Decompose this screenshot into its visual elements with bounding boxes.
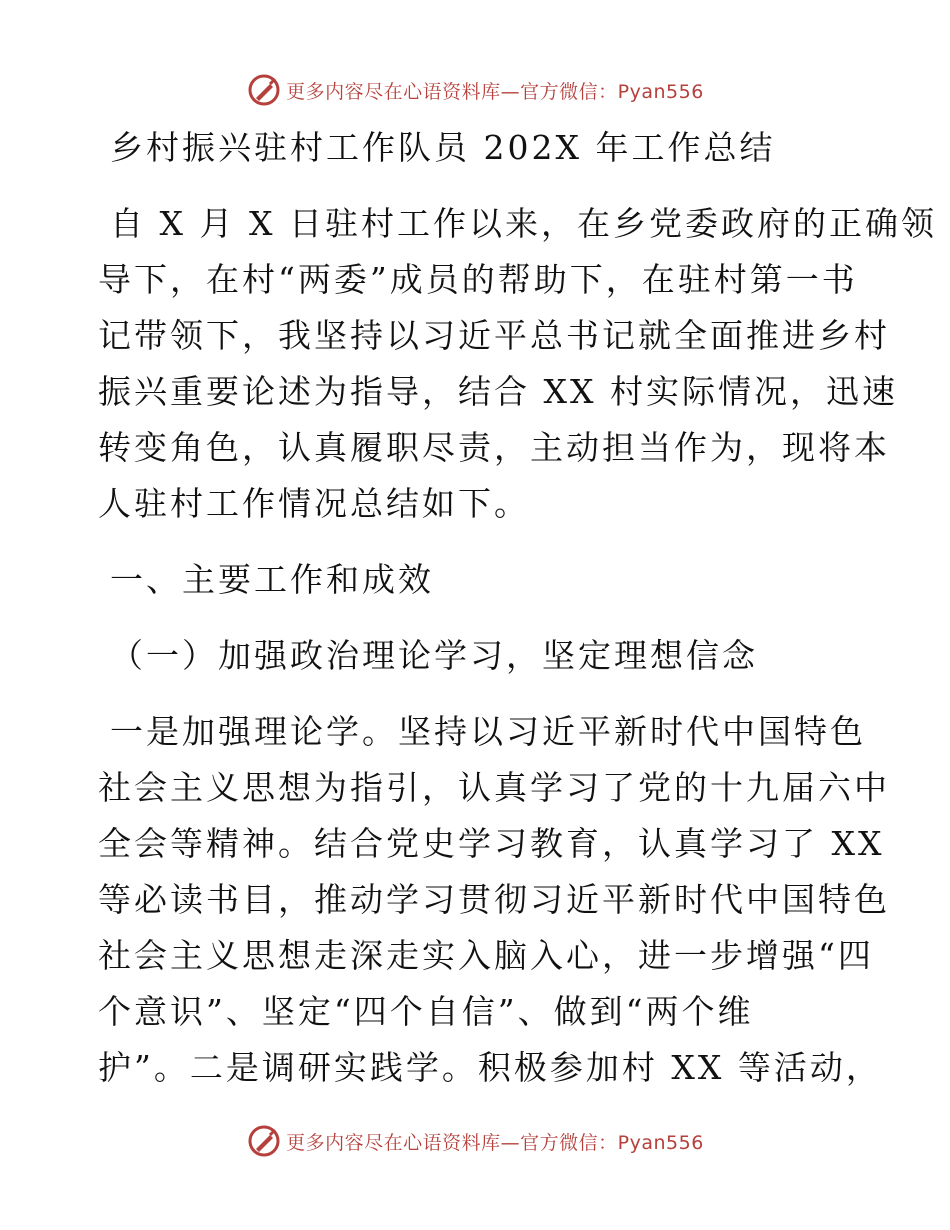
paragraph-line: 全会等精神。结合党史学习教育，认真学习了 XX [98, 824, 885, 863]
document-body [98, 120, 937, 1096]
paragraph-line: 振兴重要论述为指导，结合 XX 村实际情况，迅速 [98, 372, 898, 411]
pen-nib-icon [246, 1123, 282, 1159]
section-heading: 一、主要工作和成效 [110, 560, 434, 599]
watermark-header [0, 70, 950, 110]
paragraph-line: 等必读书目，推动学习贯彻习近平新时代中国特色 [98, 880, 890, 919]
pen-nib-icon [246, 72, 282, 108]
watermark-footer [0, 1121, 950, 1161]
paragraph-line: 一是加强理论学。坚持以习近平新时代中国特色 [110, 712, 866, 751]
paragraph-line: 记带领下，我坚持以习近平总书记就全面推进乡村 [98, 316, 890, 355]
subsection-heading: （一）加强政治理论学习，坚定理想信念 [110, 636, 758, 675]
paragraph-line: 社会主义思想走深走实入脑入心，进一步增强“四 [98, 936, 874, 975]
paragraph-line: 个意识”、坚定“四个自信”、做到“两个维 [98, 992, 754, 1031]
paragraph-line: 转变角色，认真履职尽责，主动担当作为，现将本 [98, 428, 890, 467]
paragraph-line: 人驻村工作情况总结如下。 [98, 484, 530, 523]
paragraph-line: 社会主义思想为指引，认真学习了党的十九届六中 [98, 768, 890, 807]
paragraph-line: 自 X 月 X 日驻村工作以来，在乡党委政府的正确领 [110, 204, 937, 243]
paragraph-line: 护”。二是调研实践学。积极参加村 XX 等活动， [98, 1048, 882, 1087]
watermark-text: 更多内容尽在心语资料库—官方微信：Pyan556 [286, 80, 704, 103]
watermark-text: 更多内容尽在心语资料库—官方微信：Pyan556 [286, 1131, 704, 1154]
document-title: 乡村振兴驻村工作队员 202X 年工作总结 [110, 128, 776, 167]
paragraph-line: 导下，在村“两委”成员的帮助下，在驻村第一书 [98, 260, 858, 299]
